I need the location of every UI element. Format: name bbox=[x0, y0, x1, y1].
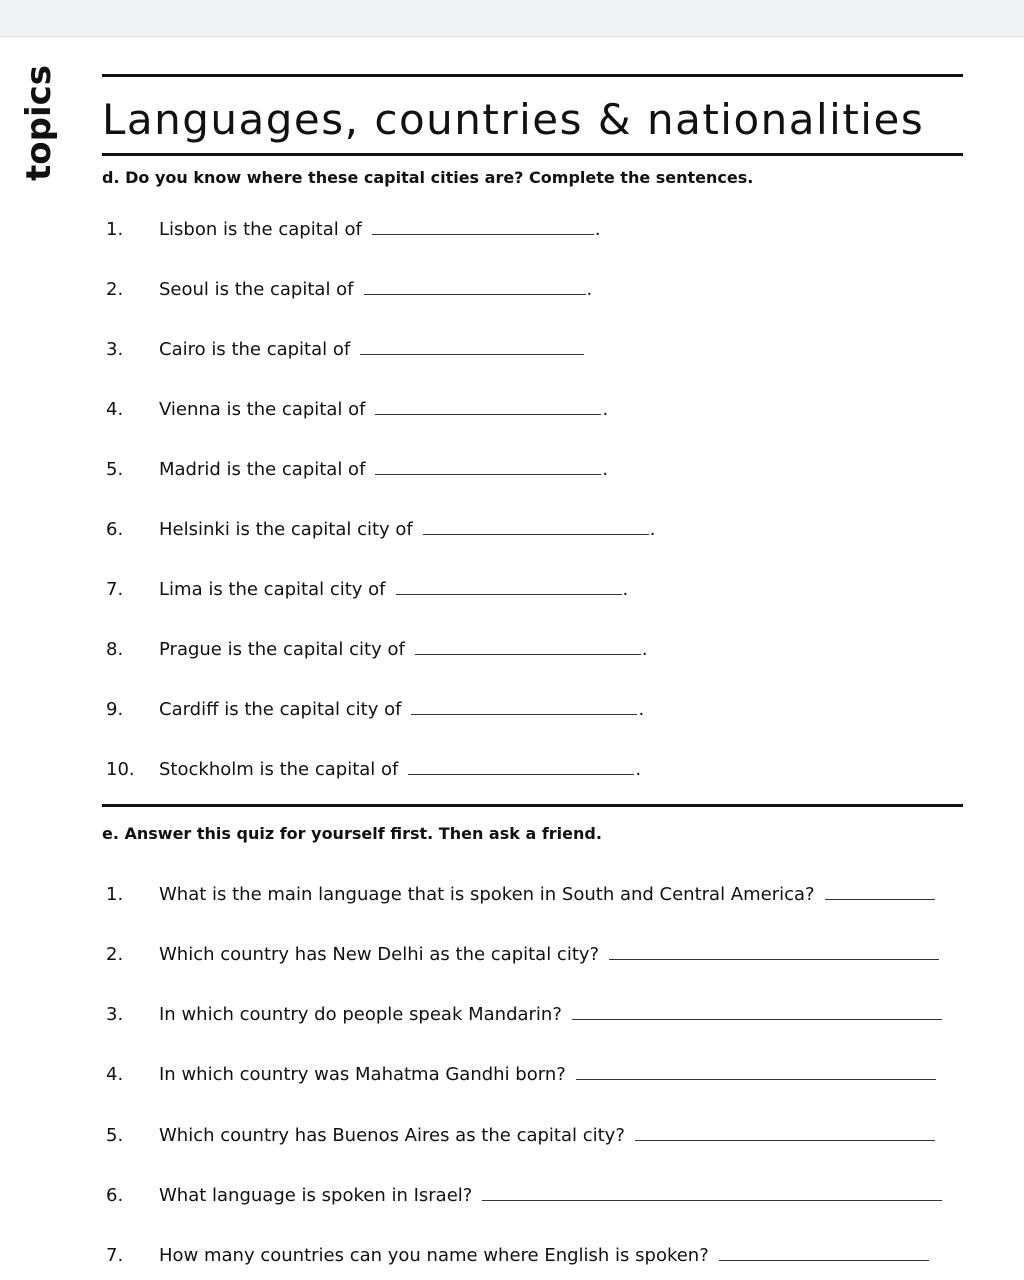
item-number: 10. bbox=[106, 759, 135, 780]
quiz-item bbox=[106, 939, 939, 965]
section-divider bbox=[102, 804, 963, 807]
item-text: In which country do people speak Mandarin? bbox=[159, 1004, 562, 1025]
item-end: . bbox=[594, 219, 601, 240]
item-number: 7. bbox=[106, 579, 124, 600]
item-text: Helsinki is the capital city of bbox=[159, 519, 413, 540]
answer-blank[interactable] bbox=[415, 653, 641, 655]
answer-blank[interactable] bbox=[408, 773, 634, 775]
item-end: . bbox=[622, 579, 629, 600]
item-number: 7. bbox=[106, 1245, 124, 1266]
item-end: . bbox=[602, 399, 609, 420]
exercise-d-item bbox=[106, 454, 608, 480]
answer-blank[interactable] bbox=[375, 413, 601, 415]
item-text: In which country was Mahatma Gandhi born? bbox=[159, 1064, 566, 1085]
exercise-d-item bbox=[106, 574, 628, 600]
exercise-d-item bbox=[106, 274, 592, 300]
answer-blank[interactable] bbox=[572, 1018, 942, 1020]
answer-blank[interactable] bbox=[719, 1259, 929, 1261]
item-text: Vienna is the capital of bbox=[159, 399, 366, 420]
quiz-item bbox=[106, 999, 942, 1025]
answer-blank[interactable] bbox=[576, 1078, 936, 1080]
item-text: Which country has Buenos Aires as the capital city? bbox=[159, 1125, 625, 1146]
item-text: What is the main language that is spoken in South and Central America? bbox=[159, 884, 815, 905]
topics-side-tab bbox=[4, 65, 74, 181]
item-number: 8. bbox=[106, 639, 124, 660]
exercise-d-item bbox=[106, 634, 648, 660]
item-text: Which country has New Delhi as the capital city? bbox=[159, 944, 600, 965]
exercise-d-item bbox=[106, 334, 585, 360]
title-bottom-rule bbox=[102, 153, 963, 156]
item-end: . bbox=[649, 519, 656, 540]
answer-blank[interactable] bbox=[635, 1139, 935, 1141]
side-tab-label: topics bbox=[19, 65, 59, 181]
item-text: Seoul is the capital of bbox=[159, 279, 354, 300]
item-end: . bbox=[641, 639, 648, 660]
item-number: 3. bbox=[106, 1004, 124, 1025]
exercise-d-item bbox=[106, 514, 655, 540]
item-number: 2. bbox=[106, 944, 124, 965]
item-number: 5. bbox=[106, 1125, 124, 1146]
item-end: . bbox=[586, 279, 593, 300]
item-text: Cardiff is the capital city of bbox=[159, 699, 402, 720]
exercise-d-item bbox=[106, 394, 608, 420]
answer-blank[interactable] bbox=[372, 233, 594, 235]
viewer-top-bar bbox=[0, 0, 1024, 37]
exercise-d-item bbox=[106, 214, 601, 240]
item-number: 2. bbox=[106, 279, 124, 300]
item-text: Cairo is the capital of bbox=[159, 339, 351, 360]
title-top-rule bbox=[102, 74, 963, 77]
exercise-d-item bbox=[106, 694, 644, 720]
item-number: 1. bbox=[106, 884, 124, 905]
answer-blank[interactable] bbox=[609, 958, 939, 960]
answer-blank[interactable] bbox=[825, 898, 935, 900]
item-number: 6. bbox=[106, 1185, 124, 1206]
item-number: 9. bbox=[106, 699, 124, 720]
item-text: Lima is the capital city of bbox=[159, 579, 386, 600]
item-end: . bbox=[602, 459, 609, 480]
item-number: 6. bbox=[106, 519, 124, 540]
item-text: How many countries can you name where English is spoken? bbox=[159, 1245, 709, 1266]
item-end: . bbox=[635, 759, 642, 780]
section-e-instruction: e. Answer this quiz for yourself first. Then ask a friend. bbox=[102, 824, 602, 843]
answer-blank[interactable] bbox=[423, 533, 649, 535]
quiz-item bbox=[106, 1180, 942, 1206]
quiz-item bbox=[106, 1059, 936, 1085]
item-number: 1. bbox=[106, 219, 124, 240]
item-text: Lisbon is the capital of bbox=[159, 219, 362, 240]
answer-blank[interactable] bbox=[482, 1199, 942, 1201]
item-number: 4. bbox=[106, 399, 124, 420]
item-number: 4. bbox=[106, 1064, 124, 1085]
item-text: Stockholm is the capital of bbox=[159, 759, 399, 780]
item-text: Madrid is the capital of bbox=[159, 459, 366, 480]
quiz-item bbox=[106, 1120, 935, 1146]
quiz-item bbox=[106, 1240, 929, 1266]
answer-blank[interactable] bbox=[396, 593, 622, 595]
answer-blank[interactable] bbox=[360, 353, 584, 355]
quiz-item bbox=[106, 879, 935, 905]
item-text: Prague is the capital city of bbox=[159, 639, 405, 660]
answer-blank[interactable] bbox=[375, 473, 601, 475]
exercise-d-item bbox=[106, 754, 641, 780]
answer-blank[interactable] bbox=[411, 713, 637, 715]
item-end: . bbox=[638, 699, 645, 720]
page-title: Languages, countries & nationalities bbox=[102, 95, 925, 144]
answer-blank[interactable] bbox=[364, 293, 586, 295]
section-d-instruction: d. Do you know where these capital cities are? Complete the sentences. bbox=[102, 168, 754, 187]
item-number: 5. bbox=[106, 459, 124, 480]
item-number: 3. bbox=[106, 339, 124, 360]
item-text: What language is spoken in Israel? bbox=[159, 1185, 473, 1206]
